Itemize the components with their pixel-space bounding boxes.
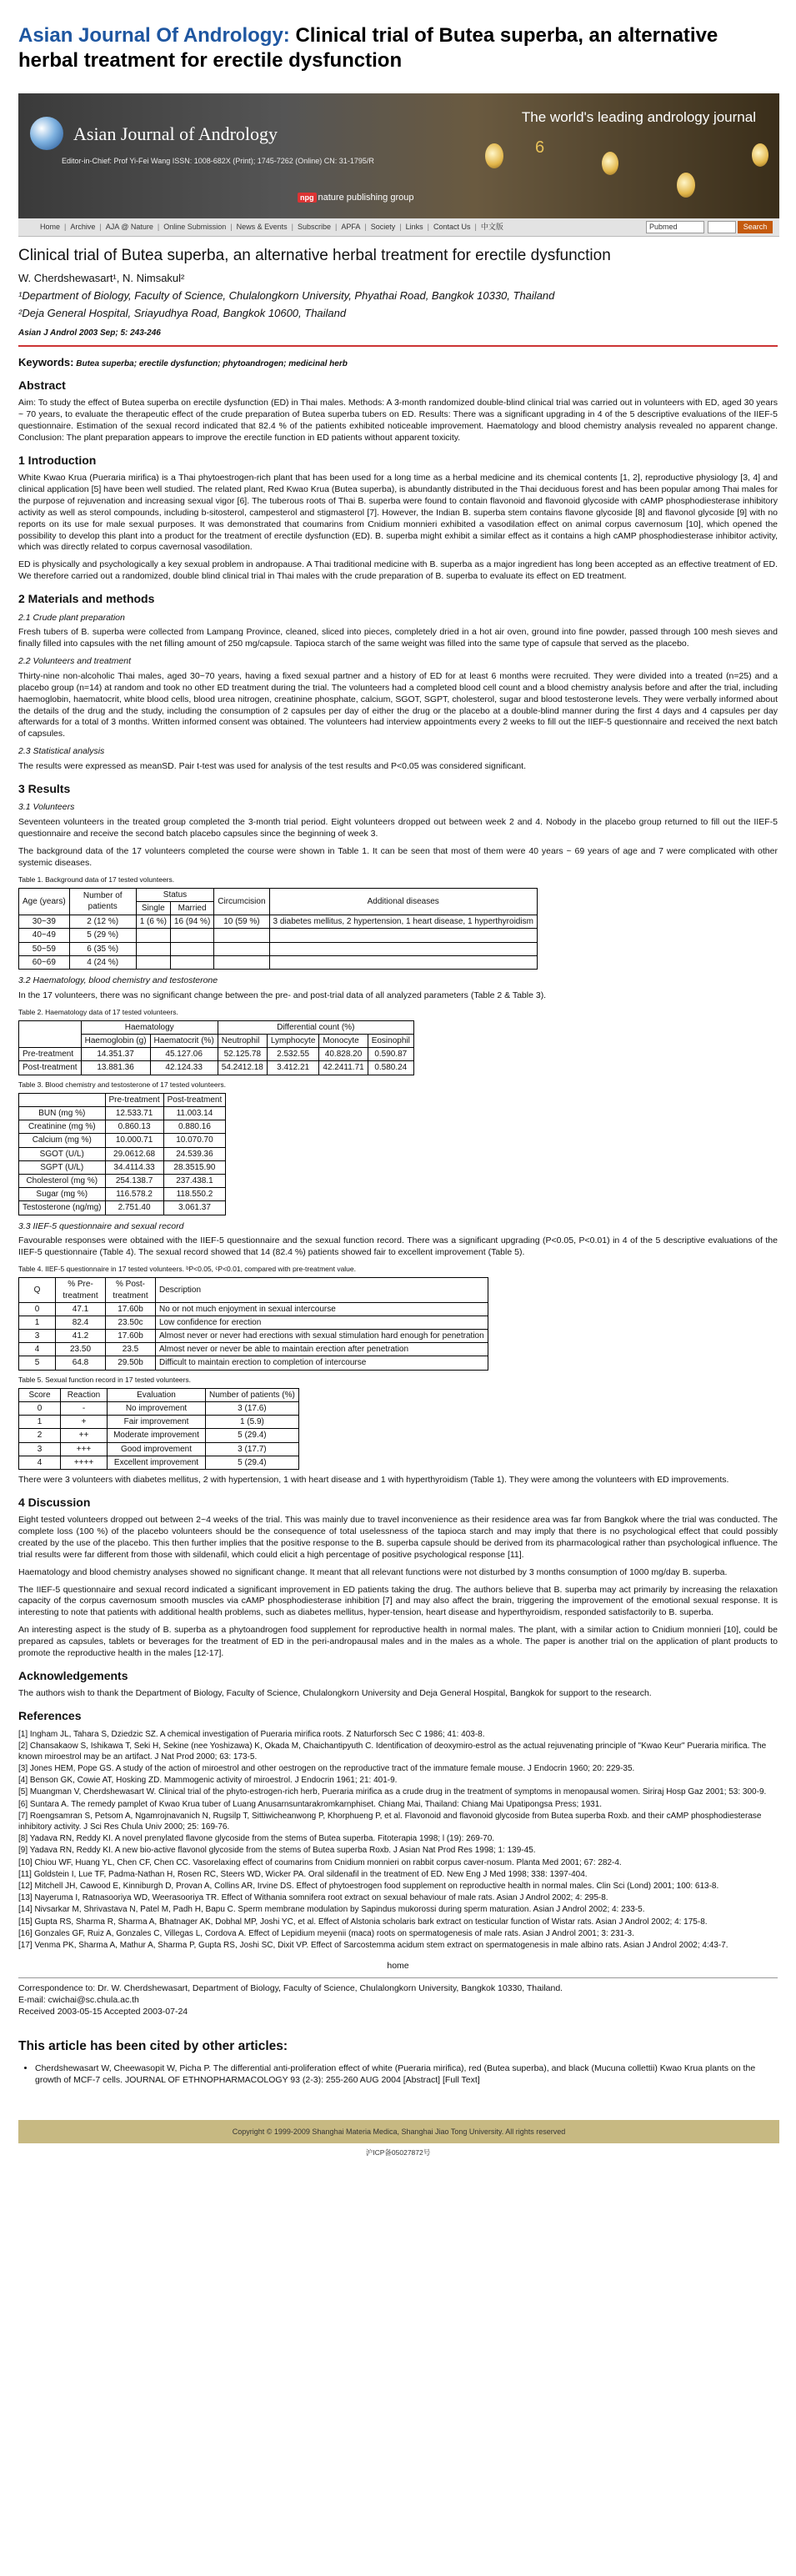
cited-by-heading: This article has been cited by other articles: — [18, 2038, 288, 2053]
reference-item: [11] Goldstein I, Lue TF, Padma-Nathan H, Rosen RC, Steers WD, Wicker PA. Oral sildenafil in the treatment of ED. New Eng J Med 1998; 338: 1397-404. — [18, 1869, 588, 1879]
npg-badge: npg — [298, 193, 317, 203]
heading-references: References — [18, 1709, 82, 1723]
methods-paragraph: Thirty-nine non-alcoholic Thai males, aged 30~70 years, having a fixed sexual partner and a history of ED for at least 6 months were recruited. They were divided into a treated (n=25) and a placebo group (n=14) at random and took no other ED treatment during the trial. The volunteers had a completed blood cell count and a blood chemistry analysis before and after the trial, including haemoglobin, haematocrit, white blood cells, blood urea nitrogen, creatinine phosphate, calcium, SGOT, SGPT, cholesterol, sugar and blood testosterone levels. They were verbally informed about the details of the drug and the study, including the consumption of 2 capsules per day of either the drug or the placebo at a double-blind manner during the first 4 days and 4 capsules per day afterwards for a total of 3 months. Written informed consent was obtained. The volunteers had interview appointments every 2 weeks to fill out the IIEF-5 questionnaire and received the next batch of capsules. — [18, 670, 778, 739]
reference-item: [6] Suntara A. The remedy pamplet of Kwao Krua tuber of Luang Anusarnsuntarakromkarnphiset. Chiang Mai, Thailand: Chiang Mai Upatipongsa Press; 1931. — [18, 1799, 603, 1809]
table-4-caption: Table 4. IIEF-5 questionnaire in 17 tested volunteers. ᵇP<0.05, ᶜP<0.01, compared with pre-treatment value. — [18, 1265, 357, 1274]
table-row: 4 ++++ Excellent improvement 5 (29.4) — [19, 1456, 299, 1469]
intro-paragraph: ED is physically and psychologically a key sexual problem in andropause. A Thai traditional medicine with B. superba as a major ingredient has long been accepted as an effective treatment of ED. We therefore carried out a randomized, double blind clinical trial in Thai males with the crude preparation of B. superba to evaluate its effect on ED treatment. — [18, 559, 778, 582]
keywords — [18, 355, 778, 369]
reference-list — [18, 1729, 778, 1952]
reference-item: [5] Muangman V, Cherdshewasart W. Clinical trial of the phyto-estrogen-rich herb, Pueraria mirifica as a crude drug in the treatment of symptoms in menopausal women. Siriraj Hosp Gaz 2001; 53: 300-9. — [18, 1787, 767, 1797]
affiliation-1: ¹Department of Biology, Faculty of Science, Chulalongkorn University, Phyathai Road, Bangkok 10330, Thailand — [18, 289, 555, 303]
top-title — [18, 23, 778, 73]
table-header: % Post-treatment — [106, 1278, 156, 1302]
table-row: 4 23.50 23.5 Almost never or never be able to maintain erection after penetration — [19, 1343, 488, 1356]
table-header: Q — [19, 1278, 56, 1302]
correspondence-address: Correspondence to: Dr. W. Cherdshewasart, Department of Biology, Faculty of Science, Chulalongkorn University, Bangkok 10330, Thailand. — [18, 1982, 563, 1993]
table-header: Additional diseases — [269, 888, 537, 915]
subheading-2-3: 2.3 Statistical analysis — [18, 746, 105, 757]
discussion-paragraph: The IIEF-5 questionnaire and sexual record indicated a significant improvement in ED patients taking the drug. The authors believe that B. superba may act primarily by increasing the relaxation capacity of the corpus cavernosum smooth muscles via cAMP phosphodiesterase inhibition [7] and may also affect the brain, triggering the improvement of the emotional sexual response. It is interesting to note that patients with additional health problems, such as diabetes mellitus, hyper-tension, heart disease and hyperthyroidism, responded satisfactorily to B. superba. — [18, 1584, 778, 1618]
article-title: Clinical trial of Butea superba, an alternative herbal treatment for erectile dysfunction — [18, 247, 611, 264]
reference-item: [15] Gupta RS, Sharma R, Sharma A, Bhatnager AK, Dobhal MP, Joshi YC, et al. Effect of Alstonia scholaris bark extract on testicular function of Wistar rats. Asian J Androl 2002; 4: 175-8. — [18, 1917, 708, 1927]
article-authors: W. Cherdshewasart¹, N. Nimsakul² — [18, 272, 185, 285]
table-row: Calcium (mg %) 10.000.71 10.070.70 — [19, 1134, 226, 1147]
table-2-haematology: Haematology Differential count (%) Haemoglobin (g) Haematocrit (%) Neutrophil Lymphocyte Monocyte Eosinophil Pre-treatment 14.351.37 45.127.06 52.125.78 2.532.55 40.828.20 0.590.87 Post-treatment 13.881.36 42.124.33 54.2412.18 3.412.21 42.2411.71 0.580.24 — [18, 1020, 414, 1075]
table-row: 1 82.4 23.50c Low confidence for erection — [19, 1316, 488, 1329]
nav-item-aja-nature[interactable]: AJA @ Nature — [105, 222, 153, 231]
table-2-caption: Table 2. Haematology data of 17 tested volunteers. — [18, 1007, 178, 1016]
icp-license[interactable]: 沪ICP备05027872号 — [365, 2148, 431, 2157]
table-1-background — [18, 888, 538, 970]
heading-abstract: Abstract — [18, 378, 66, 392]
divider — [18, 1977, 778, 1978]
search-button[interactable]: Search — [738, 221, 773, 233]
home-link[interactable]: home — [387, 1961, 409, 1972]
table-row: 50~59 6 (35 %) — [19, 942, 538, 955]
heading-results: 3 Results — [18, 781, 71, 795]
journal-citation: Asian J Androl 2003 Sep; 5: 243-246 — [18, 328, 161, 338]
nav-item-apfa[interactable]: APFA — [341, 222, 361, 231]
search-database-select[interactable]: Pubmed — [646, 221, 704, 233]
table-row: 40~49 5 (29 %) — [19, 929, 538, 942]
table-row: 3 41.2 17.60b Almost never or never had erections with sexual stimulation hard enough for penetration — [19, 1330, 488, 1343]
subheading-2-2: 2.2 Volunteers and treatment — [18, 656, 132, 667]
table-row: 30~39 2 (12 %) 1 (6 %) 16 (94 %) 10 (59 %) 3 diabetes mellitus, 2 hypertension, 1 heart disease, 1 hyperthyroidism — [19, 915, 538, 929]
reference-item: [12] Mitchell JH, Cawood E, Kinniburgh D, Provan A, Collins AR, Irvine DS. Effect of phytoestrogen food supplement on reproductive health in normal males. Clin Sci (Lond) 2001; 100: 613-8. — [18, 1881, 719, 1891]
search-input[interactable] — [708, 221, 736, 233]
sperm-illustration-icon — [602, 152, 618, 175]
table-row: Sugar (mg %) 116.578.2 118.550.2 — [19, 1188, 226, 1201]
table-header: Evaluation — [108, 1388, 206, 1401]
table-header: % Pre-treatment — [56, 1278, 106, 1302]
nav-item-society[interactable]: Society — [370, 222, 396, 231]
heading-methods: 2 Materials and methods — [18, 592, 155, 606]
reference-item: [1] Ingham JL, Tahara S, Dziedzic SZ. A chemical investigation of Pueraria mirifica roots. Z Naturforsch Sec C 1986; 41: 403-8. — [18, 1729, 485, 1739]
discussion-paragraph: Eight tested volunteers dropped out between 2~4 weeks of the trial. This was mainly due to travel inconvenience as their residence area was far from Bangkok where the trial was conducted. The complete loss (100 %) of the placebo volunteers should be the consequence of total uselessness of the tapioca starch and may imply that there is no psychological effect that could possibly created by the use of the placebo. This then further implies that the positive response to the B. superba capsule should be derived from its pharmacological rather than psychological influence. The trial results were far different from those with sildenafil, which could elicit a high percentage of positive psychological response [11]. — [18, 1515, 778, 1560]
nav-item-home[interactable]: Home — [40, 222, 61, 231]
table-row: SGOT (U/L) 29.0612.68 24.539.36 — [19, 1147, 226, 1160]
table-row: BUN (mg %) 12.533.71 11.003.14 — [19, 1107, 226, 1120]
received-accepted-dates: Received 2003-05-15 Accepted 2003-07-24 — [18, 2006, 188, 2017]
table-header: Score — [19, 1388, 61, 1401]
results-paragraph: There were 3 volunteers with diabetes mellitus, 2 with hypertension, 1 with heart disease and 1 with hyperthyroidism (Table 1). They were among the volunteers with ED improvements. — [18, 1474, 729, 1485]
globe-logo-icon — [30, 117, 63, 150]
sperm-illustration-icon — [485, 143, 503, 168]
reference-item: [17] Venma PK, Sharma A, Mathur A, Sharma P, Gupta RS, Joshi SC, Dixit VP. Effect of Sarcostemma acidum stem extract on spermatogenesis in male albino rats. Asian J Androl 2002; 4:43-7. — [18, 1940, 728, 1950]
table-row: Cholesterol (mg %) 254.138.7 237.438.1 — [19, 1174, 226, 1187]
results-paragraph: In the 17 volunteers, there was no significant change between the pre- and post-trial data of all analyzed parameters (Table 2 & Table 3). — [18, 990, 547, 1000]
table-header: Circumcision — [214, 888, 269, 915]
results-paragraph: The background data of the 17 volunteers completed the course were shown in Table 1. It can be seen that most of them were 40 years ~ 69 years of age and 7 were complicated with other systemic diseases. — [18, 845, 778, 868]
correspondence — [18, 1983, 778, 2018]
table-header: Age (years) — [19, 888, 70, 915]
intro-paragraph: White Kwao Kruа (Pueraria mirifica) is a Thai phytoestrogen-rich plant that has been used for a long time as a herbal medicine and its chemical contents [1, 2], reproductive physiology [3, 4] and clinical application [5] have been well studied. The related plant, Red Kwao Krua (Butea superba), is abundantly distributed in the Thai deciduous forest and has been popular among Thai males for the purpose of rejuvenation and increasing sexual vigor [6]. The tuberous roots of Thai B. superba were found to contain flavonoid and flavonoid glycoside with cAMP phosphodiesterase inhibitory activity as well as sterol compounds, including b-sitosterol, campesterol and stigmasterol [7]. However, the Indian B. superba stem contains flavone glycoside [8] and flavonol glycoside [9] with no reports on its use for male sexual purposes. It was demonstrated that coumarins from Cnidium monnieri exhibited a vasodilation effect on animal corpus cavernosum [10], which opened the possibility to develop this plant into a product for the treatment of erectile dysfunction (ED). B. superba might exhibit a similar effect as it contains a high cAMP phosphodiesterase inhibitor activity, which was directly related to corpus cavernosal vasodilation. — [18, 473, 778, 553]
subheading-3-3: 3.3 IIEF-5 questionnaire and sexual record — [18, 1220, 184, 1231]
table-header: Pre-treatment — [105, 1093, 163, 1106]
table-4-iief5 — [18, 1277, 488, 1370]
table-5-sexual-record — [18, 1388, 299, 1470]
nav-item-chinese[interactable]: 中文版 — [480, 222, 503, 231]
top-title-article: Clinical trial of Butea superba, an alternative herbal treatment for erectile dysfunction — [18, 24, 718, 72]
reference-item: [16] Gonzales GF, Ruiz A, Gonzales C, Villegas L, Cordova A. Effect of Lepidium meyenii (maca) roots on spermatogenesis of male rats. Asian J Androl 2001; 3: 231-3. — [18, 1928, 634, 1938]
reference-item: [4] Benson GK, Cowie AT, Hosking ZD. Mammogenic activity of miroestrol. J Endocrin 1961; 21: 401-9. — [18, 1776, 398, 1786]
correspondence-email[interactable]: E-mail: cwichai@sc.chula.ac.th — [18, 1994, 139, 2005]
sperm-illustration-icon — [677, 173, 695, 198]
subheading-3-1: 3.1 Volunteers — [18, 802, 75, 813]
table-header: Description — [156, 1278, 488, 1302]
discussion-paragraph: Haematology and blood chemistry analyses showed no significant change. It meant that all relevant functions were not disturbed by 3 months consumption of 1000 mg/day B. superba. — [18, 1566, 728, 1577]
table-row: 60~69 4 (24 %) — [19, 955, 538, 969]
publisher-name: nature publishing group — [318, 193, 414, 203]
nav-item-contact-us[interactable]: Contact Us — [433, 222, 471, 231]
table-header: Number of patients (%) — [206, 1388, 299, 1401]
table-header: Single — [136, 901, 170, 915]
nav-item-online-submission[interactable]: Online Submission — [163, 222, 227, 231]
top-title-journal: Asian Journal Of Andrology: — [18, 24, 290, 47]
table-row: Pre-treatment 14.351.37 45.127.06 52.125.78 2.532.55 40.828.20 0.590.87 — [19, 1048, 414, 1061]
acknowledgements-text: The authors wish to thank the Department of Biology, Faculty of Science, Chulalongkorn University and Deja General Hospital, Bangkok for support to the research. — [18, 1688, 652, 1699]
results-paragraph: Favourable responses were obtained with the IIEF-5 questionnaire and the sexual function record. There was a significant upgrading (P<0.05, P<0.01) in 4 of the 5 descriptive evaluations of the IIEF-5 questionnaire (Table 4). The sexual record showed that 14 (82.4 %) patients showed fair to excellent improvement (Table 5). — [18, 1235, 778, 1258]
table-row: 2 ++ Moderate improvement 5 (29.4) — [19, 1429, 299, 1442]
table-header: Number of patients — [69, 888, 136, 915]
table-3-caption: Table 3. Blood chemistry and testosterone of 17 tested volunteers. — [18, 1080, 227, 1089]
table-5-caption: Table 5. Sexual function record in 17 tested volunteers. — [18, 1375, 191, 1384]
editor-issn-line: Editor-in-Chief: Prof Yi-Fei Wang ISSN: 1008-682X (Print); 1745-7262 (Online) CN: 31-1795/R — [62, 157, 374, 165]
nav-item-subscribe[interactable]: Subscribe — [298, 222, 332, 231]
methods-paragraph: The results were expressed as meanSD. Pair t-test was used for analysis of the test results and P<0.05 was considered significant. — [18, 760, 527, 771]
nav-bar: Home | Archive | AJA @ Nature | Online Submission | News & Events | Subscribe | APFA | Society | Links | Contact Us | 中文版 Pubmed Search — [18, 218, 779, 237]
methods-paragraph: Fresh tubers of B. superba were collected from Lampang Province, cleaned, sliced into pieces, completely dried in a hot air oven, ground into fine powder, passed through 100 mesh sieves and finally filled into capsules with the net filling amount of 250 mg/capsule. Tapioca starch of the same weight was filled into the same type of capsule that served as the placebo. — [18, 627, 778, 649]
table-row: Post-treatment 13.881.36 42.124.33 54.2412.18 3.412.21 42.2411.71 0.580.24 — [19, 1061, 414, 1075]
abstract-text: Aim: To study the effect of Butea superba on erectile dysfunction (ED) in Thai males. Methods: A 3-month randomized double-blind clinical trial was carried out in volunteers with ED, aged 30 years ~ 70 years, to evaluate the therapeutic effect of the crude preparation of Butea superba tubers on ED. Results: There was a significant upgrading in 4 of the 5 descriptive evaluations of the IIEF-5 questionnaire. Estimation of the sexual record indicated that 82.4 % of the patients exhibited noticeable improvement. Haematology and blood chemistry analysis revealed no apparent change. Conclusion: The plant preparation appears to improve the erectile function in ED patients without apparent toxicity. — [18, 398, 778, 443]
sperm-illustration-icon — [752, 143, 768, 167]
nav-item-archive[interactable]: Archive — [70, 222, 96, 231]
table-row: 0 - No improvement 3 (17.6) — [19, 1402, 299, 1416]
results-paragraph: Seventeen volunteers in the treated group completed the 3-month trial period. Eight volunteers dropped out between week 2 and 4. Nobody in the placebo group returned to fill out the IIEF-5 questionnaire and receive the second batch placebo capsules since the beginning of week 3. — [18, 817, 778, 839]
subheading-2-1: 2.1 Crude plant preparation — [18, 612, 125, 623]
table-header: Married — [170, 901, 213, 915]
reference-item: [2] Chansakaow S, Ishikawa T, Seki H, Sekine (nee Yoshizawa) K, Okada M, Chaichantipyuth C. Identification of deoxymiro-estrol as the actual rejuvenating principle of "Kwao Keur" Pueraria mirifica. The known miroestrol may be an artifact. J Nat Prod 2000; 63: 173-5. — [18, 1741, 767, 1762]
table-row: 3 +++ Good improvement 3 (17.7) — [19, 1442, 299, 1456]
table-row: 5 64.8 29.50b Difficult to maintain erection to completion of intercourse — [19, 1356, 488, 1370]
heading-introduction: 1 Introduction — [18, 453, 97, 467]
reference-item: [14] Nivsarkar M, Shrivastava N, Patel M, Padh H, Bapu C. Sperm membrane modulation by Sapindus mukorossi during sperm maturation. Asian J Androl 2002; 4: 233-5. — [18, 1905, 645, 1915]
heading-acknowledgements: Acknowledgements — [18, 1668, 128, 1682]
heading-discussion: 4 Discussion — [18, 1495, 91, 1509]
table-header: Reaction — [61, 1388, 108, 1401]
reference-item: [13] Nayeruma I, Ratnasooriya WD, Weerasooriya TR. Effect of Withania somnifera root extract on sexual behaviour of male rats. Asian J Androl 2002; 4: 295-8. — [18, 1893, 608, 1903]
table-row: SGPT (U/L) 34.4114.33 28.3515.90 — [19, 1160, 226, 1174]
table-row: Creatinine (mg %) 0.860.13 0.880.16 — [19, 1120, 226, 1134]
subheading-3-2: 3.2 Haematology, blood chemistry and testosterone — [18, 975, 218, 985]
discussion-paragraph: An interesting aspect is the study of B. superba as a phytoandrogen food supplement for reproductive health in normal males. The plant, with a similar action to Cnidium monnieri [10], could be prepared as capsules, tablets or beverages for the treatment of ED in the peri-andropausal males and in the males as a whole. The paper is another trial on the application of plant products to promote the reproductive health in the males [12-17]. — [18, 1625, 778, 1658]
table-1-caption: Table 1. Background data of 17 tested volunteers. — [18, 875, 175, 884]
table-3-blood-chemistry — [18, 1093, 226, 1215]
table-row: Testosterone (ng/mg) 2.751.40 3.061.37 — [19, 1201, 226, 1215]
reference-item: [10] Chiou WF, Huang YL, Chen CF, Chen CC. Vasorelaxing effect of coumarins from Cnidium monnieri on rabbit corpus caver-nosum. Planta Med 2001; 67: 282-4. — [18, 1857, 622, 1867]
nav-item-links[interactable]: Links — [405, 222, 423, 231]
publisher-logo[interactable] — [298, 192, 413, 204]
header-badge: 6 — [535, 138, 545, 157]
journal-header-banner — [18, 93, 779, 218]
table-header: Status — [136, 888, 214, 901]
journal-header-name: Asian Journal of Andrology — [73, 123, 278, 144]
top-title-bar — [0, 0, 796, 80]
journal-tagline: The world's leading andrology journal — [521, 109, 756, 125]
keywords-list: Butea superba; erectile dysfunction; phytoandrogen; medicinal herb — [73, 358, 348, 368]
table-row: 1 + Fair improvement 1 (5.9) — [19, 1416, 299, 1429]
reference-item: [9] Yadava RN, Reddy KI. A new bio-active flavonol glycoside from the stems of Butea superba Roxb. J Asian Nat Prod Res 1998; 1: 139-45. — [18, 1846, 536, 1856]
table-header: Differential count (%) — [218, 1020, 413, 1034]
article-body — [0, 237, 796, 2087]
reference-item: [8] Yadava RN, Reddy KI. A novel prenylated flavone glycoside from the stems of Butea superba. Fitoterapia 1998; l (19): 269-70. — [18, 1834, 495, 1844]
reference-item: [3] Jones HEM, Pope GS. A study of the action of miroestrol and other oestrogen on the reproductive tract of the immature female mouse. J Endocrin 1960; 20: 229-35. — [18, 1764, 635, 1774]
table-header: Post-treatment — [163, 1093, 226, 1106]
footer-copyright: Copyright © 1999-2009 Shanghai Materia Medica, Shanghai Jiao Tong University. All rights reserved — [18, 2120, 779, 2143]
table-row: 0 47.1 17.60b No or not much enjoyment in sexual intercourse — [19, 1302, 488, 1316]
cited-by-item[interactable]: • Cherdshewasart W, Cheewasopit W, Picha P. The differential anti-proliferation effect of white (Pueraria mirifica), red (Butea superba), and black (Mucuna collettii) Kwao Krua plants on the growth of MCF-7 cells. JOURNAL OF ETHNOPHARMACOLOGY 93 (2-3): 255-260 AUG 2004 [Abstract] [Full Text] — [35, 2063, 778, 2087]
nav-item-news-events[interactable]: News & Events — [236, 222, 288, 231]
divider — [18, 345, 778, 347]
reference-item: [7] Roengsamran S, Petsom A, Ngamrojnavanich N, Rugsilp T, Sittiwicheanwong P, Khorphueng P, et al. Flavonoid and flavonoid glycoside from Butea superba Roxb. and their cAMP phosphodiesterase inhibitory activity. J Sci Res Chula Univ 2000; 25: 169-76. — [18, 1811, 762, 1832]
keywords-label: Keywords: — [18, 355, 74, 368]
table-header: Haematology — [81, 1020, 218, 1034]
affiliation-2: ²Deja General Hospital, Sriayudhya Road, Bangkok 10600, Thailand — [18, 307, 347, 320]
cited-by-list — [35, 2063, 778, 2087]
